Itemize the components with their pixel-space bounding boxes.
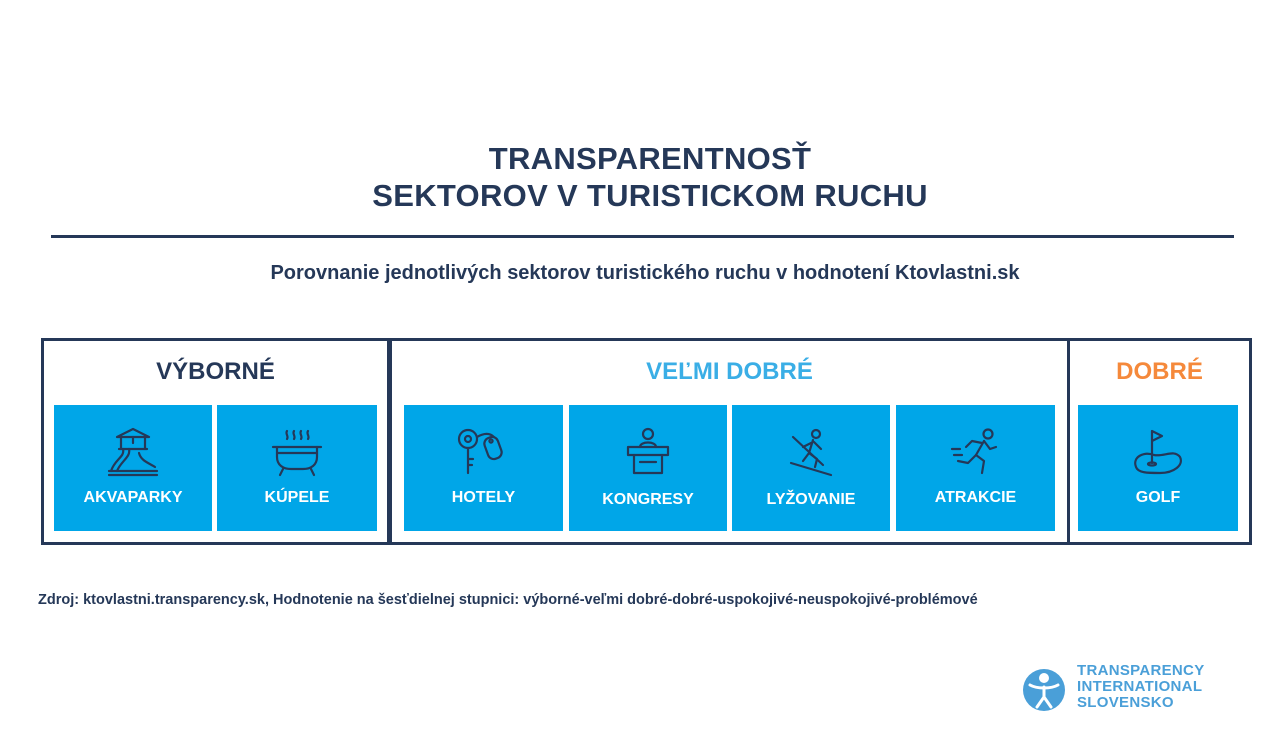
group-label-good: DOBRÉ	[1116, 358, 1203, 385]
tile-label: ATRAKCIE	[934, 489, 1017, 506]
title-line-2: SEKTOROV V TURISTICKOM RUCHU	[372, 178, 928, 213]
skier-icon	[783, 427, 839, 477]
waterpark-icon	[105, 427, 161, 477]
page-title	[0, 140, 1273, 214]
subtitle: Porovnanie jednotlivých sektorov turistického ruchu v hodnotení Ktovlastni.sk	[270, 262, 1020, 284]
podium-speaker-icon	[620, 427, 676, 477]
tile-golf	[1078, 405, 1238, 531]
logo-line-3: SLOVENSKO	[1077, 694, 1174, 711]
tile-label: LYŽOVANIE	[766, 491, 856, 508]
tile-label: KONGRESY	[602, 491, 694, 508]
group-excellent	[41, 338, 390, 545]
golf-flag-icon	[1130, 427, 1186, 477]
tile-aquaparks	[54, 405, 212, 531]
tile-spas	[217, 405, 377, 531]
tile-label: AKVAPARKY	[83, 489, 183, 506]
group-good	[1067, 338, 1252, 545]
title-line-1: TRANSPARENTNOSŤ	[488, 141, 812, 176]
tile-hotels	[404, 405, 563, 531]
tile-label: KÚPELE	[264, 489, 330, 506]
group-very-good	[389, 338, 1070, 545]
group-label-very-good: VEĽMI DOBRÉ	[646, 358, 813, 385]
runner-icon	[948, 427, 1004, 477]
transparency-logo	[1021, 663, 1221, 713]
logo-line-2: INTERNATIONAL	[1077, 678, 1203, 695]
tile-congresses	[569, 405, 727, 531]
tile-attractions	[896, 405, 1055, 531]
tile-label: GOLF	[1135, 489, 1181, 506]
source-note: Zdroj: ktovlastni.transparency.sk, Hodnotenie na šesťdielnej stupnici: výborné-veľmi dobré-dobré-uspokojivé-neuspokojivé-problémové	[38, 592, 978, 608]
logo-line-1: TRANSPARENCY	[1077, 662, 1205, 679]
transparency-globe-icon	[1021, 667, 1067, 713]
tile-label: HOTELY	[451, 489, 516, 506]
bathtub-icon	[269, 427, 325, 477]
tile-skiing	[732, 405, 890, 531]
group-label-excellent: VÝBORNÉ	[156, 358, 275, 385]
hotel-keys-icon	[456, 427, 512, 477]
title-divider	[51, 235, 1234, 238]
logo-text	[1077, 663, 1205, 711]
